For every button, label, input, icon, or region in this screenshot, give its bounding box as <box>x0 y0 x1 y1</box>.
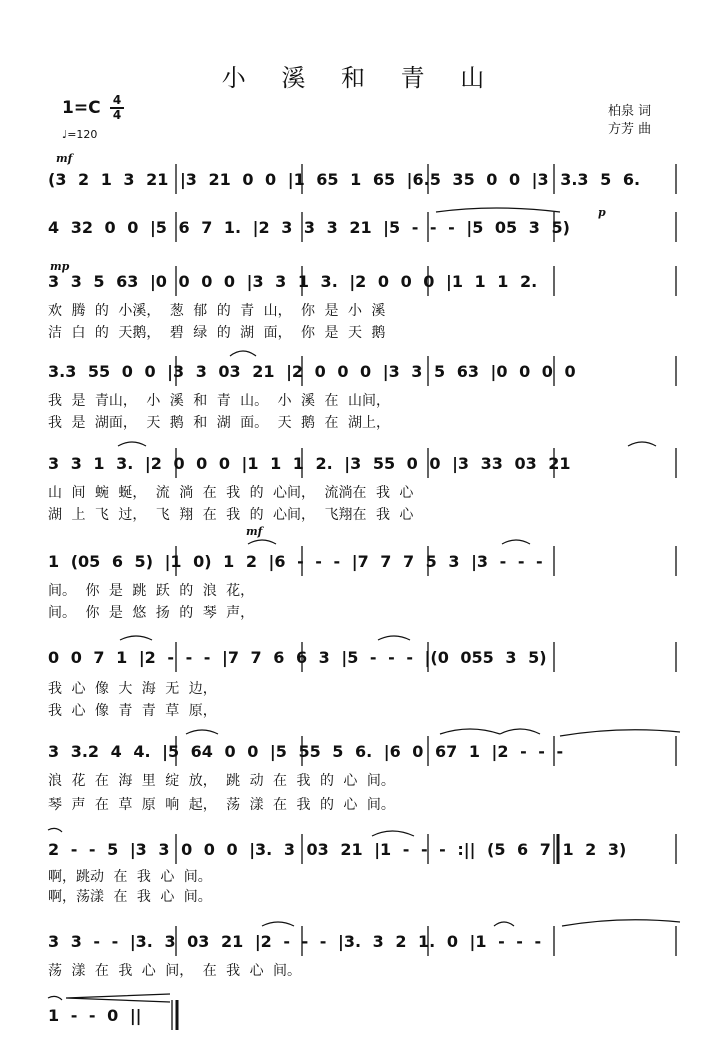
lyric-line: 间。 你 是 跳 跃 的 浪 花， <box>48 583 255 599</box>
lyric-line: 欢 腾 的 小溪， 葱 郁 的 青 山， 你 是 小 溪 <box>48 303 386 319</box>
slur-mark <box>502 540 530 544</box>
lyric-line: 琴 声 在 草 原 响 起， 荡 漾 在 我 的 心 间。 <box>48 797 395 813</box>
slur-mark <box>372 831 414 836</box>
slur-mark <box>494 922 514 926</box>
notation-line: 3 3 1 3. |2 0 0 0 |1 1 1 2. |3 55 0 0 |3 33 03 21 <box>48 454 571 473</box>
slur-mark <box>378 636 410 640</box>
slur-mark <box>262 922 294 926</box>
notation-line: (3 2 1 3 21 |3 21 0 0 |1 65 1 65 |6.5 35 0 0 |3 3.3 5 6. <box>48 170 641 189</box>
slur-mark <box>248 540 276 544</box>
lyric-line: 我 心 像 大 海 无 边， <box>48 681 217 697</box>
slur-mark <box>118 442 146 446</box>
notation-line: 2 - - 5 |3 3 0 0 0 |3. 3 03 21 |1 - - - :|| (5 6 7 1 2 3) <box>48 840 627 859</box>
lyric-line: 荡 漾 在 我 心 间， 在 我 心 间。 <box>48 963 302 979</box>
slur-mark <box>440 729 500 734</box>
lyric-line: 啊，跳动 在 我 心 间。 <box>48 869 212 885</box>
notation-line: 1 (05 6 5) |1 0) 1 2 |6 - - - |7 7 7 5 3 |3 - - - <box>48 552 543 571</box>
lyric-line: 浪 花 在 海 里 绽 放， 跳 动 在 我 的 心 间。 <box>48 773 395 789</box>
song-title: 小 溪 和 青 山 <box>221 64 499 92</box>
notation-line: 3 3.2 4 4. |5 64 0 0 |5 55 5 6. |6 0 67 1 |2 - - - <box>48 742 564 761</box>
dynamic-mark: p <box>598 206 606 219</box>
lyric-line: 我 心 像 青 青 草 原， <box>48 703 217 719</box>
lyric-line: 我 是 青山， 小 溪 和 青 山。 小 溪 在 山间， <box>48 393 390 409</box>
lyric-line: 湖 上 飞 过， 飞 翔 在 我 的 心间， 飞翔在 我 心 <box>48 507 414 523</box>
slur-mark <box>48 828 62 832</box>
crescendo-mark <box>66 994 170 1002</box>
dynamic-mark: mp <box>50 260 70 273</box>
lyric-line: 我 是 湖面， 天 鹅 和 湖 面。 天 鹅 在 湖上， <box>48 415 390 431</box>
tempo-mark: ♩=120 <box>62 128 98 141</box>
notation-line: 4 32 0 0 |5 6 7 1. |2 3 3 3 21 |5 - - - |5 05 3 5) <box>48 218 570 237</box>
composer-credit: 方芳 曲 <box>608 122 652 137</box>
slur-mark <box>48 996 62 1000</box>
slur-mark <box>560 730 680 736</box>
time-top: 4 <box>112 93 122 107</box>
slur-mark <box>230 351 256 356</box>
lyricist-credit: 柏泉 词 <box>608 104 652 119</box>
notation-line: 3 3 - - |3. 3 03 21 |2 - - - |3. 3 2 1. 0 |1 - - - <box>48 932 542 951</box>
dynamic-mark: mf <box>56 152 73 165</box>
lyric-line: 啊，荡漾 在 我 心 间。 <box>48 889 212 905</box>
dynamic-mark: mf <box>246 525 263 538</box>
slur-mark <box>628 442 656 446</box>
notation-line: 1 - - 0 || <box>48 1006 142 1025</box>
lyric-line: 间。 你 是 悠 扬 的 琴 声， <box>48 605 255 621</box>
time-bottom: 4 <box>112 107 122 122</box>
notation-line: 3.3 55 0 0 |3 3 03 21 |2 0 0 0 |3 3 5 63 |0 0 0 0 <box>48 362 576 381</box>
slur-mark <box>436 208 560 212</box>
slur-mark <box>562 920 680 926</box>
notation-line: 3 3 5 63 |0 0 0 0 |3 3 1 3. |2 0 0 0 |1 1 1 2. <box>48 272 538 291</box>
lyric-line: 洁 白 的 天鹅， 碧 绿 的 湖 面， 你 是 天 鹅 <box>48 325 386 341</box>
slur-mark <box>120 636 152 640</box>
key-signature: 1=C <box>62 98 101 118</box>
slur-mark <box>186 730 218 734</box>
slur-mark <box>500 729 540 734</box>
lyric-line: 山 间 蜿 蜒， 流 淌 在 我 的 心间， 流淌在 我 心 <box>48 485 414 501</box>
notation-line: 0 0 7 1 |2 - - - |7 7 6 6 3 |5 - - - |(0 055 3 5) <box>48 648 547 667</box>
